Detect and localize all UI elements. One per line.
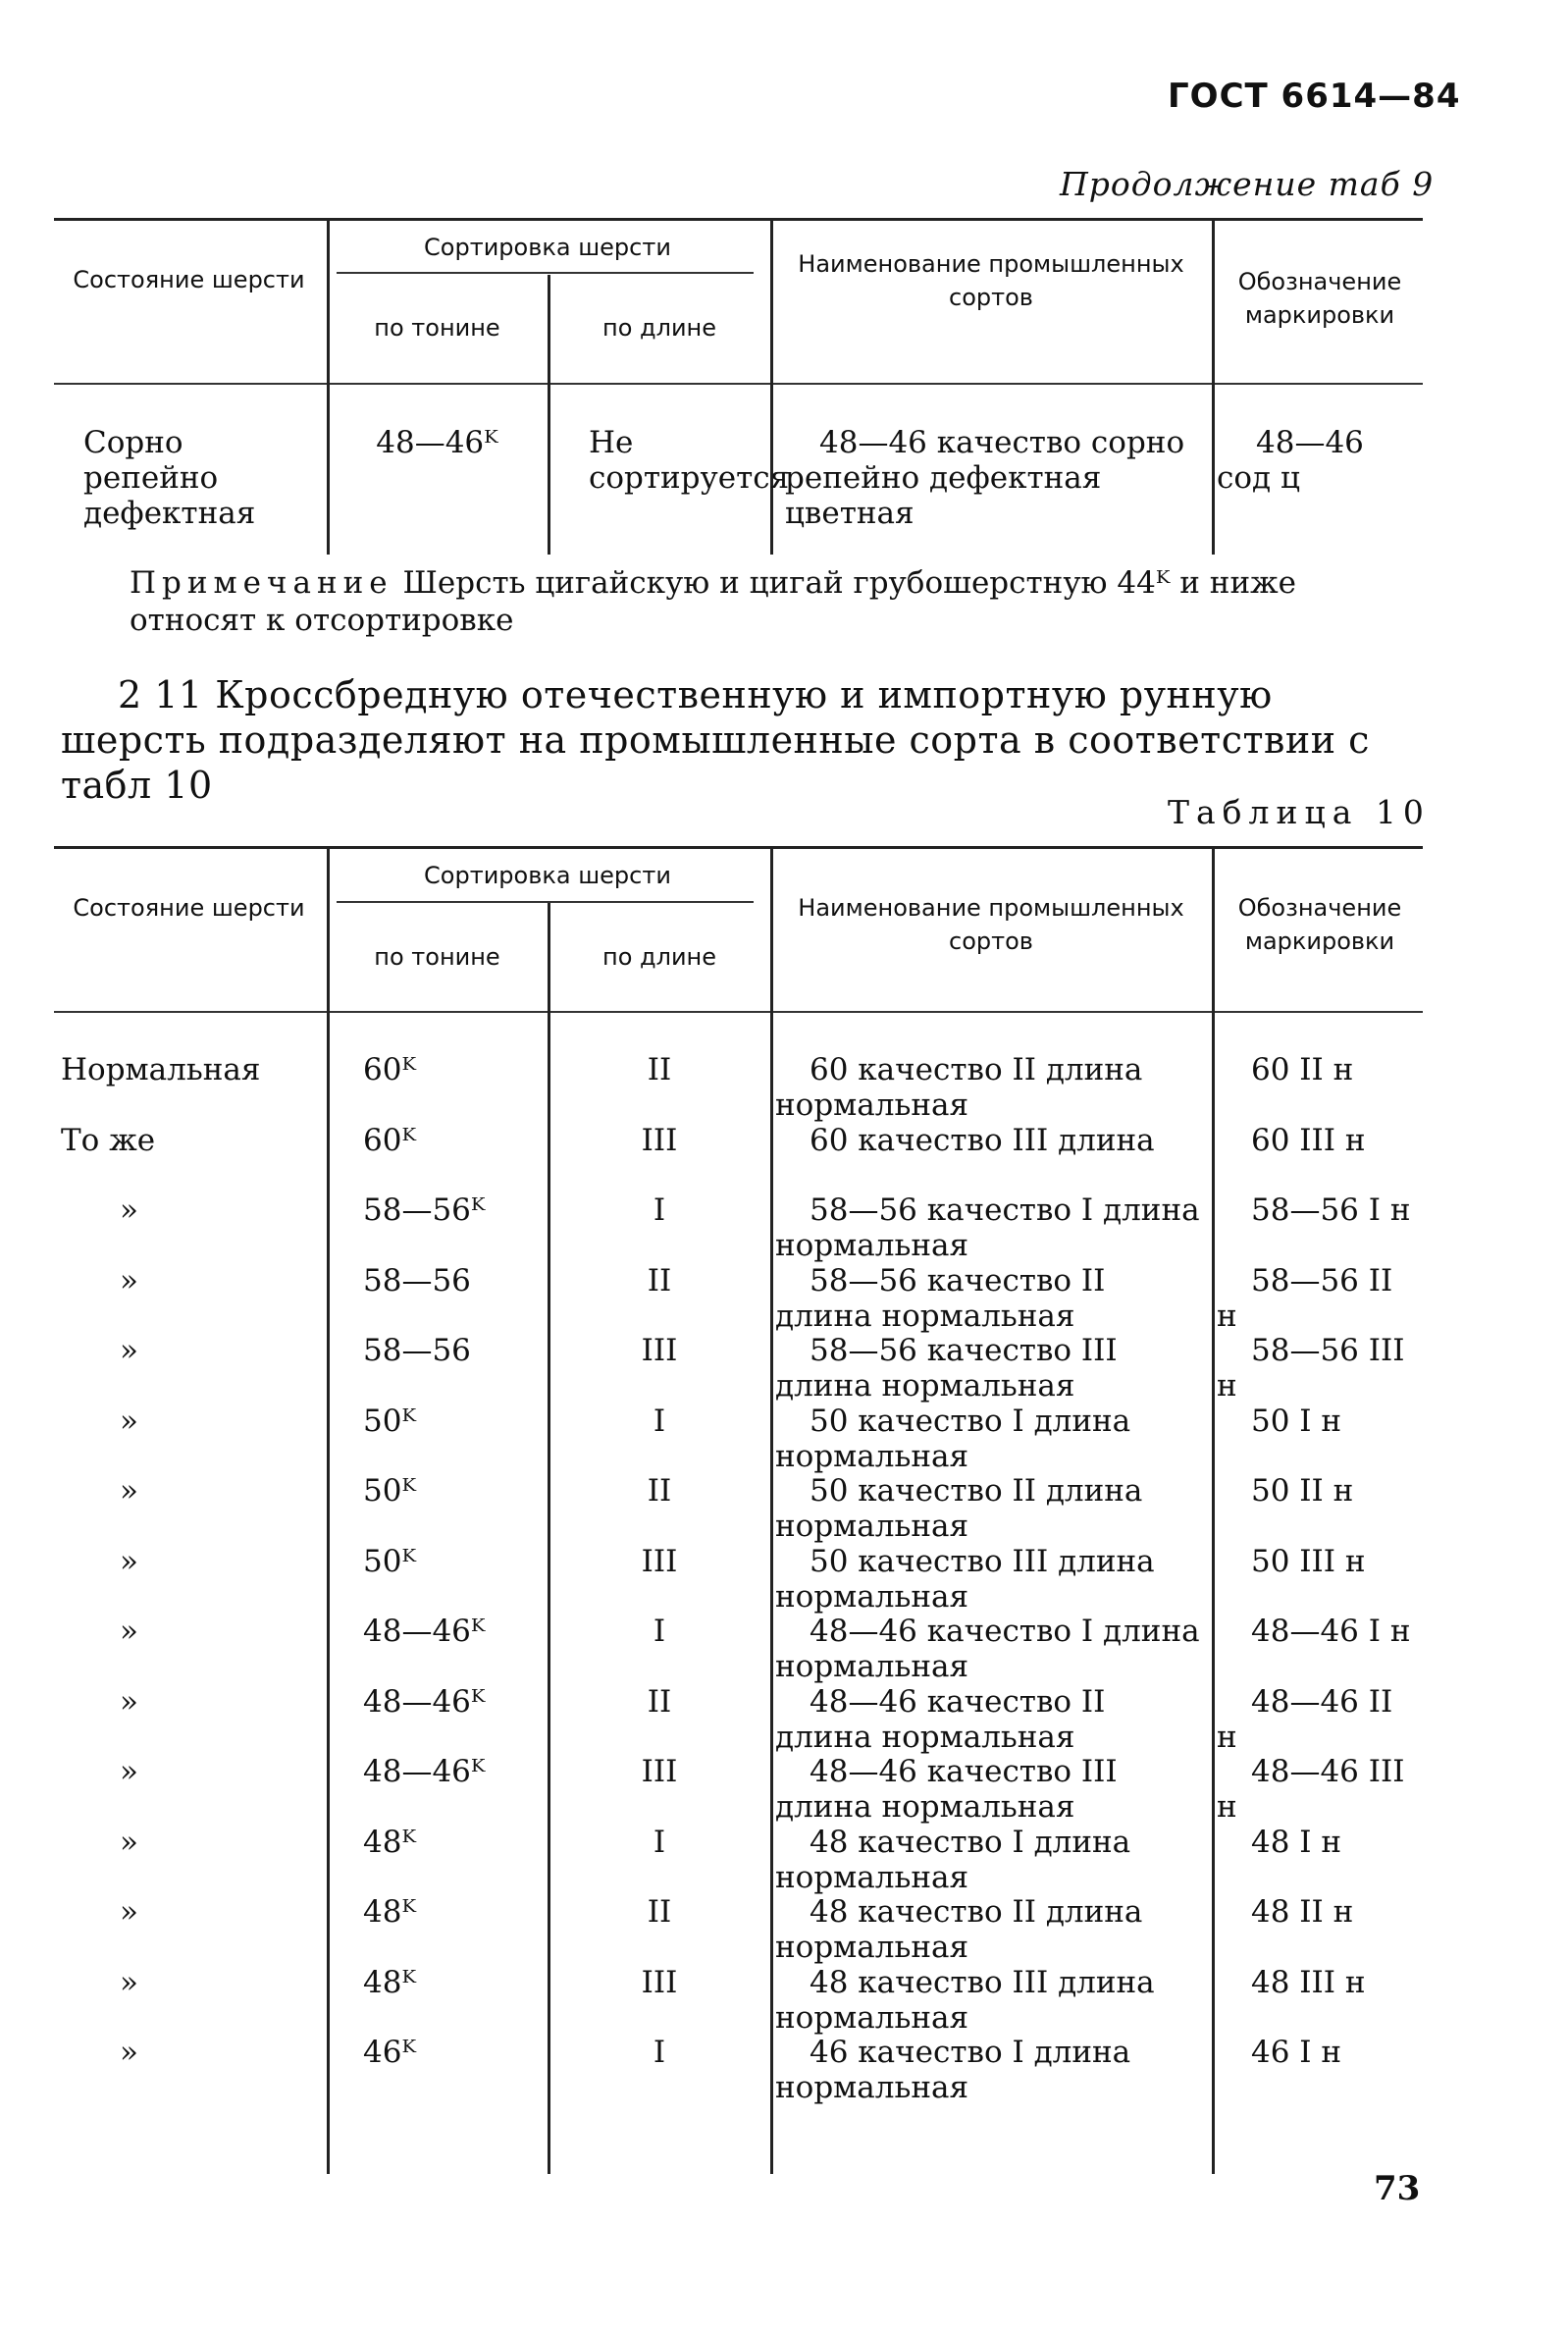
paragraph-2-11	[61, 672, 1430, 808]
t10-cell-marking: 50 III н	[1251, 1543, 1366, 1579]
t10-cell-condition: »	[120, 1192, 138, 1228]
t10-cell-fineness: 48—46ᴷ	[363, 1754, 486, 1789]
t10-cell-marking: 48 I н	[1251, 1824, 1342, 1860]
t10-cell-marking: 58—56 II н	[1217, 1262, 1393, 1334]
t9-header-length: по длине	[602, 314, 716, 342]
t10-cell-name: 48—46 качество I длина нормальная	[775, 1614, 1200, 1684]
t10-header-fineness: по тонине	[374, 943, 500, 971]
t10-cell-condition: Нормальная	[61, 1052, 261, 1087]
page-number: 73	[1374, 2169, 1421, 2208]
t10-cell-condition: »	[120, 1894, 138, 1930]
t10-cell-length: I	[653, 1824, 666, 1860]
t10-cell-length: I	[653, 1614, 666, 1649]
t10-header-name: Наименование промышленных сортов	[798, 894, 1184, 955]
t10-cell-name: 50 качество II длина нормальная	[775, 1473, 1143, 1544]
t10-header-marking: Обозначение маркировки	[1237, 894, 1402, 955]
t10-cell-marking: 50 II н	[1251, 1473, 1354, 1509]
table9-note	[130, 564, 1425, 639]
t10-cell-name: 58—56 качество I длина нормальная	[775, 1192, 1200, 1263]
t10-cell-length: I	[653, 1192, 666, 1228]
t10-cell-fineness: 48—46ᴷ	[363, 1683, 486, 1720]
t10-cell-marking: 58—56 I н	[1251, 1192, 1411, 1228]
t10-cell-length: II	[647, 1473, 672, 1509]
t10-cell-condition: »	[120, 1683, 138, 1720]
paragraph-number: 2 11	[118, 673, 203, 716]
t10-header-condition: Состояние шерсти	[73, 894, 305, 922]
t9-cell-name: 48—46 качество сорно репейно дефектная цветная	[785, 425, 1185, 531]
t10-cell-length: I	[653, 1403, 666, 1439]
t9-header-fineness: по тонине	[374, 314, 500, 342]
t10-cell-name: 48 качество I длина нормальная	[775, 1824, 1131, 1895]
t10-cell-condition: То же	[61, 1122, 156, 1158]
t9-cell-marking: 48—46 сод ц	[1217, 425, 1364, 496]
t9-cell-length: Не сортируется	[589, 425, 790, 496]
t10-cell-fineness: 48ᴷ	[363, 1964, 417, 2000]
t10-cell-fineness: 50ᴷ	[363, 1403, 417, 1439]
t9-cell-condition: Сорно репейно дефектная	[83, 425, 256, 531]
t10-cell-condition: »	[120, 1964, 138, 2000]
t10-cell-condition: »	[120, 1403, 138, 1439]
t10-cell-condition: »	[120, 1614, 138, 1649]
t10-cell-length: II	[647, 1262, 672, 1298]
t10-cell-fineness: 60ᴷ	[363, 1052, 417, 1087]
t10-cell-name: 50 качество I длина нормальная	[775, 1403, 1131, 1474]
t10-cell-marking: 48—46 III н	[1217, 1754, 1405, 1825]
t10-cell-condition: »	[120, 1473, 138, 1509]
t10-cell-fineness: 46ᴷ	[363, 2035, 417, 2070]
t10-cell-length: III	[641, 1964, 678, 2000]
t10-cell-condition: »	[120, 1824, 138, 1860]
t10-cell-condition: »	[120, 2035, 138, 2070]
t10-cell-fineness: 48ᴷ	[363, 1824, 417, 1860]
t10-cell-marking: 60 II н	[1251, 1052, 1354, 1087]
t10-cell-length: II	[647, 1052, 672, 1087]
note-label: Примечание	[130, 565, 393, 601]
t10-cell-length: III	[641, 1122, 678, 1158]
t10-cell-name: 48—46 качество II длина нормальная	[775, 1683, 1106, 1755]
t10-cell-fineness: 60ᴷ	[363, 1122, 417, 1158]
t10-cell-length: III	[641, 1333, 678, 1368]
t10-cell-fineness: 48—46ᴷ	[363, 1614, 486, 1649]
t10-cell-fineness: 58—56	[363, 1333, 471, 1368]
t10-cell-marking: 48—46 II н	[1217, 1683, 1393, 1755]
t10-cell-name: 46 качество I длина нормальная	[775, 2035, 1131, 2105]
t10-cell-name: 48 качество II длина нормальная	[775, 1894, 1143, 1965]
t10-cell-fineness: 48ᴷ	[363, 1894, 417, 1930]
t10-cell-condition: »	[120, 1262, 138, 1298]
t10-cell-marking: 58—56 III н	[1217, 1333, 1405, 1404]
t10-cell-condition: »	[120, 1333, 138, 1368]
t9-header-sorting: Сортировка шерсти	[424, 234, 671, 261]
t10-cell-marking: 60 III н	[1251, 1122, 1366, 1158]
t10-cell-name: 58—56 качество II длина нормальная	[775, 1262, 1106, 1334]
table10-caption: Таблица 10	[1168, 793, 1431, 831]
t10-cell-marking: 46 I н	[1251, 2035, 1342, 2070]
t10-cell-fineness: 58—56ᴷ	[363, 1192, 486, 1228]
t9-header-marking: Обозначение маркировки	[1237, 268, 1402, 329]
t9-cell-fineness: 48—46ᴷ	[376, 425, 498, 460]
t10-cell-length: II	[647, 1683, 672, 1720]
t10-cell-marking: 48—46 I н	[1251, 1614, 1411, 1649]
t10-cell-length: III	[641, 1543, 678, 1579]
t10-cell-name: 60 качество II длина нормальная	[775, 1052, 1143, 1123]
t9-header-name: Наименование промышленных сортов	[798, 250, 1184, 311]
table-continuation-label: Продолжение таб 9	[1060, 165, 1435, 203]
note-text: Шерсть цигайскую и цигай грубошерстную 44ᴷ и ниже относят к отсортировке	[130, 565, 1296, 638]
paragraph-text: Кроссбредную отечественную и импортную рунную шерсть подразделяют на промышленные сорта в соответствии с табл 10	[61, 673, 1370, 807]
t10-cell-fineness: 50ᴷ	[363, 1543, 417, 1579]
document-id: ГОСТ 6614—84	[1168, 77, 1461, 116]
t10-cell-fineness: 58—56	[363, 1262, 471, 1298]
t10-header-length: по длине	[602, 943, 716, 971]
t10-cell-name: 58—56 качество III длина нормальная	[775, 1333, 1118, 1404]
t10-cell-condition: »	[120, 1754, 138, 1789]
t10-cell-marking: 50 I н	[1251, 1403, 1342, 1439]
t10-header-sorting: Сортировка шерсти	[424, 862, 671, 889]
t9-header-condition: Состояние шерсти	[73, 266, 305, 293]
t10-cell-fineness: 50ᴷ	[363, 1473, 417, 1509]
t10-cell-length: III	[641, 1754, 678, 1789]
t10-cell-length: II	[647, 1894, 672, 1930]
t10-cell-name: 48 качество III длина нормальная	[775, 1964, 1155, 2036]
t10-cell-name: 50 качество III длина нормальная	[775, 1543, 1155, 1615]
t10-cell-marking: 48 II н	[1251, 1894, 1354, 1930]
t10-cell-length: I	[653, 2035, 666, 2070]
t10-cell-condition: »	[120, 1543, 138, 1579]
t10-cell-marking: 48 III н	[1251, 1964, 1366, 2000]
t10-cell-name: 48—46 качество III длина нормальная	[775, 1754, 1118, 1825]
t10-cell-name: 60 качество III длина	[810, 1122, 1155, 1158]
